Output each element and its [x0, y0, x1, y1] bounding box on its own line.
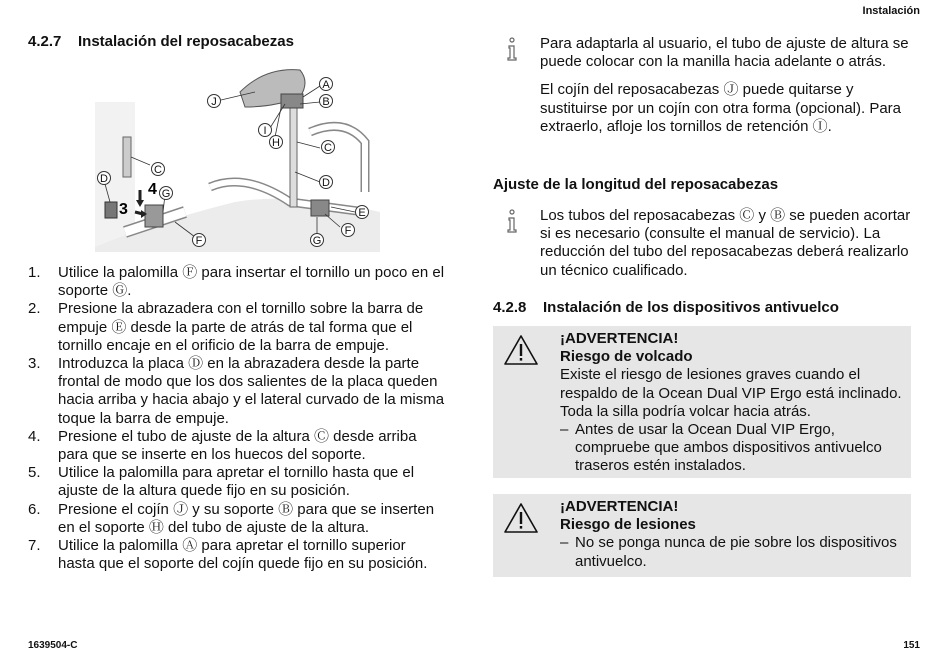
- figure-label-d-left: D: [100, 173, 108, 185]
- section-number: 4.2.7: [28, 33, 62, 50]
- figure-step-4-label: 4: [148, 181, 157, 198]
- step-item: 3. Introduzca la placa Ⓓ en la abrazadera desde la parte frontal de modo que los dos salientes de la placa queden hacia arriba y hacia abajo y el lateral curvado de la misma toque la barra de empuje.: [28, 355, 445, 427]
- step-item: 2. Presione la abrazadera con el tornillo sobre la barra de empuje Ⓔ desde la parte de atrás de tal forma que el tornillo encaje en el orificio de la barra de empuje.: [28, 300, 424, 354]
- note-paragraph: Para adaptarla al usuario, el tubo de ajuste de altura se puede colocar con la manilla hacia adelante o atrás.: [540, 35, 909, 71]
- headrest-installation-figure: [95, 62, 380, 252]
- info-note-adjustment: [505, 35, 915, 146]
- step-item: 7. Utilice la palomilla Ⓐ para apretar el tornillo superior hasta que el soporte del cojín quede fijo en su posición.: [28, 537, 428, 573]
- warning-triangle-icon: [503, 502, 539, 534]
- section-heading-4-2-8: [493, 299, 839, 316]
- figure-label-g-left: G: [161, 188, 171, 200]
- note-paragraph: Los tubos del reposacabezas Ⓒ y Ⓑ se pueden acortar si es necesario (consulte el manual de servicio). La reducción del tubo del reposacabezas deberá realizarlo un técnico cualificado.: [540, 207, 911, 279]
- figure-label-f-right: F: [344, 225, 352, 237]
- note-paragraph: El cojín del reposacabezas Ⓙ puede quitarse y sustituirse por un cojín con otra forma (opcional). Para extraerlo, afloje los tornillos de retención Ⓘ.: [540, 81, 902, 135]
- figure-label-d-right: D: [322, 177, 330, 189]
- info-icon: [505, 209, 519, 233]
- info-icon: [505, 37, 519, 61]
- step-item: 5. Utilice la palomilla para apretar el tornillo hasta que el ajuste de la altura quede fijo en su posición.: [28, 464, 415, 500]
- figure-label-j: J: [211, 96, 217, 108]
- installation-steps: [28, 264, 446, 573]
- figure-label-a: A: [322, 79, 330, 91]
- section-number: 4.2.8: [493, 299, 527, 316]
- section-heading-4-2-7: [28, 33, 294, 50]
- step-item: 6. Presione el cojín Ⓙ y su soporte Ⓑ para que se inserten en el soporte Ⓗ del tubo de ajuste de la altura.: [28, 500, 435, 536]
- figure-step-3-label: 3: [119, 201, 128, 218]
- section-title: Instalación del reposacabezas: [78, 33, 294, 50]
- warning-subtitle: Riesgo de lesiones: [560, 516, 696, 534]
- warning-title: ¡ADVERTENCIA!: [560, 330, 679, 347]
- figure-label-c-right: C: [324, 142, 332, 154]
- figure-label-h: H: [272, 137, 280, 149]
- warning-text: Existe el riesgo de lesiones graves cuando el respaldo de la Ocean Dual VIP Ergo está inclinado. Toda la silla podría volcar hacia atrás.: [560, 366, 902, 420]
- running-header: Instalación: [862, 5, 920, 17]
- figure-label-c-left: C: [154, 164, 162, 176]
- page-number: 151: [903, 640, 920, 651]
- warning-subtitle: Riesgo de volcado: [560, 348, 693, 366]
- figure-label-g-right: G: [312, 235, 322, 247]
- warning-box-tipping: [493, 326, 911, 478]
- info-note-length: [505, 207, 915, 290]
- warning-box-injury: [493, 494, 911, 577]
- figure-label-b: B: [322, 96, 330, 108]
- warning-title: ¡ADVERTENCIA!: [560, 498, 679, 515]
- step-item: 1. Utilice la palomilla Ⓕ para insertar el tornillo un poco en el soporte Ⓖ.: [28, 264, 445, 300]
- figure-label-i: I: [263, 125, 267, 137]
- warning-triangle-icon: [503, 334, 539, 366]
- headrest-diagram: [95, 62, 380, 252]
- warning-instruction: – Antes de usar la Ocean Dual VIP Ergo, compruebe que ambos dispositivos antivuelco traseros estén instalados.: [560, 421, 882, 475]
- warning-instruction: – No se ponga nunca de pie sobre los dispositivos antivuelco.: [560, 534, 897, 570]
- figure-label-e: E: [358, 207, 366, 219]
- subheading-length-adjustment: Ajuste de la longitud del reposacabezas: [493, 176, 779, 193]
- section-title: Instalación de los dispositivos antivuelco: [543, 299, 839, 316]
- document-id: 1639504-C: [28, 640, 78, 651]
- step-item: 4. Presione el tubo de ajuste de la altura Ⓒ desde arriba para que se inserte en los huecos del soporte.: [28, 427, 417, 464]
- figure-label-f-left: F: [195, 235, 203, 247]
